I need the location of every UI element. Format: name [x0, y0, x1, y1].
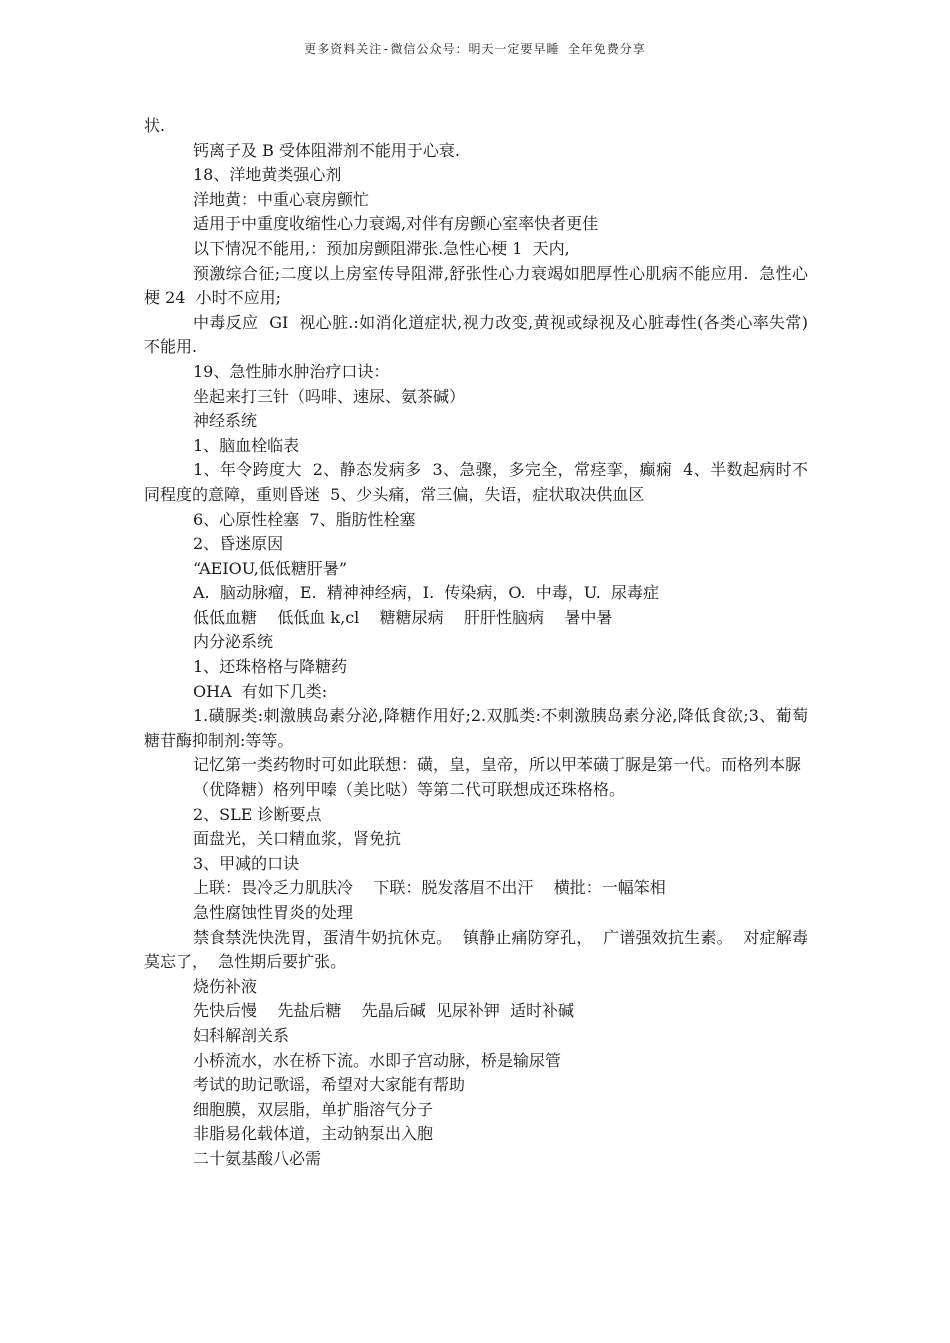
text-line: 上联：畏冷乏力肌肤冷 下联：脱发落眉不出汗 横批：一幅笨相 [193, 878, 666, 898]
text-line: 面盘光，关口精血浆，肾免抗 [193, 829, 402, 849]
text-line: 18、洋地黄类强心剂 [193, 165, 342, 185]
text-line: 洋地黄：中重心衰房颤忙 [193, 189, 370, 209]
text-line: 内分泌系统 [193, 632, 274, 652]
text-line: 预激综合征;二度以上房室传导阻滞,舒张性心力衰竭如肥厚性心肌病不能应用. 急性心梗 24 小时不应用; [144, 263, 808, 308]
text-line: 低低血糖 低低血 k,cl 糖糖尿病 肝肝性脑病 暑中暑 [193, 607, 613, 627]
text-line: 2、SLE 诊断要点 [193, 804, 322, 824]
text-line: 1、还珠格格与降糖药 [193, 657, 348, 677]
text-line: 6、心原性栓塞 7、脂肪性栓塞 [193, 509, 416, 529]
text-line: 3、甲减的口诀 [193, 853, 300, 873]
text-line: 以下情况不能用,：预加房颤阻滞张.急性心梗 1 天内, [193, 238, 570, 258]
text-line: 细胞膜，双层脂，单扩脂溶气分子 [193, 1099, 434, 1119]
text-line: 坐起来打三针（吗啡、速尿、氨茶碱） [193, 386, 466, 406]
text-line: 烧伤补液 [193, 976, 258, 996]
text-line: 非脂易化载体道，主动钠泵出入胞 [193, 1124, 434, 1144]
text-line: 妇科解剖关系 [193, 1025, 290, 1045]
text-line: 状. [144, 116, 166, 135]
text-line: 记忆第一类药物时可如此联想：磺，皇，皇帝，所以甲苯磺丁脲是第一代。而格列本脲 [193, 755, 802, 775]
text-line: 适用于中重度收缩性心力衰竭,对伴有房颤心室率快者更佳 [193, 214, 599, 234]
document-body [144, 114, 808, 1172]
text-line: 考试的助记歌谣，希望对大家能有帮助 [193, 1075, 466, 1095]
text-line: 中毒反应 GI 视心脏.:如消化道症状,视力改变,黄视或绿视及心脏毒性(各类心率失常)不能用. [144, 312, 808, 357]
text-line: 禁食禁洗快洗胃，蛋清牛奶抗休克。 镇静止痛防穿孔， 广谱强效抗生素。 对症解毒莫忘了， 急性期后要扩张。 [144, 927, 808, 972]
text-line: 小桥流水，水在桥下流。水即子宫动脉，桥是输尿管 [193, 1050, 562, 1070]
text-line: 先快后慢 先盐后糖 先晶后碱 见尿补钾 适时补碱 [193, 1001, 575, 1021]
text-line: 1、脑血栓临表 [193, 435, 300, 455]
text-line: 2、昏迷原因 [193, 534, 284, 554]
text-line: OHA 有如下几类: [193, 681, 328, 701]
text-line: 二十氨基酸八必需 [193, 1148, 322, 1168]
text-line: 1.磺脲类:刺激胰岛素分泌,降糖作用好;2.双胍类:不刺激胰岛素分泌,降低食欲;3、葡萄糖苷酶抑制剂:等等。 [144, 706, 808, 750]
text-line: A. 脑动脉瘤，E. 精神神经病，I. 传染病，O. 中毒，U. 尿毒症 [193, 583, 660, 603]
text-line: 19、急性肺水肿治疗口诀： [193, 361, 390, 381]
page-header: 更多资料关注-微信公众号：明天一定要早睡 全年免费分享 [304, 42, 646, 56]
text-line: 钙离子及 B 受体阻滞剂不能用于心衰. [193, 140, 461, 160]
text-line: （优降糖）格列甲嗪（美比哒）等第二代可联想成还珠格格。 [193, 780, 626, 800]
text-line: 急性腐蚀性胃炎的处理 [193, 903, 354, 922]
text-line: “AEIOU,低低糖肝暑” [193, 558, 348, 578]
text-line: 神经系统 [193, 411, 258, 431]
text-line: 1、年令跨度大 2、静态发病多 3、急骤，多完全，常痉挛，癫痫 4、半数起病时不同程度的意障，重则昏迷 5、少头痛，常三偏，失语，症状取决供血区 [144, 460, 808, 504]
